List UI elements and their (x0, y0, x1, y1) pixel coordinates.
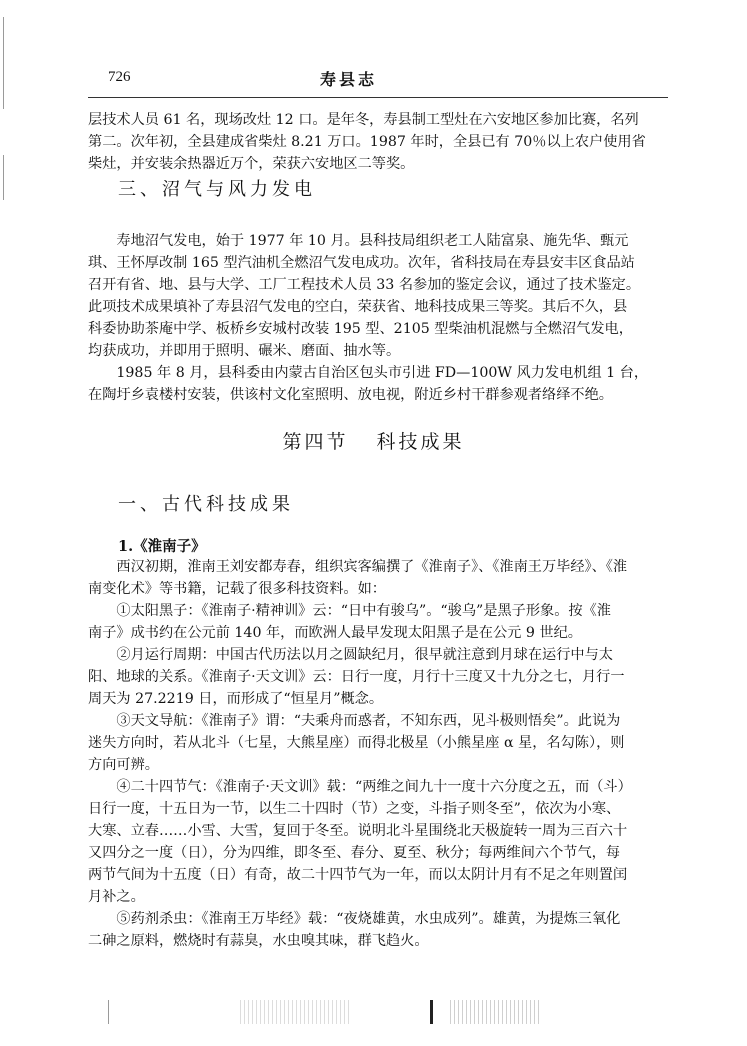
text-line: 两节气间为十五度（日）有奇，故二十四节气为一年，而以太阴计月有不足之年则置闰 (88, 867, 628, 883)
running-title: 寿县志 (320, 70, 378, 89)
scan-edge-line (3, 62, 4, 109)
text-line: 召开有省、地、县与大学、工厂工程技术人员 33 名参加的鉴定会议，通过了技术鉴定。 (88, 277, 641, 293)
scan-bottom-line (108, 1000, 109, 1024)
header-rule (88, 97, 668, 98)
intro-paragraph (88, 109, 670, 175)
scan-noise (240, 1000, 350, 1024)
huainanzi-body (88, 556, 670, 952)
text-line: 阳、地球的关系。《淮南子·天文训》云：日行一度，月行十三度又十九分之七，月行一 (88, 669, 625, 685)
text-line: 在陶圩乡袁楼村安装，供该村文化室照明、放电视，附近乡村干群参观者络绎不绝。 (88, 387, 613, 403)
section-title (0, 427, 747, 454)
section-heading-biogas-wind: 三、沼气与风力发电 (118, 179, 316, 200)
scan-edge-line (3, 17, 4, 62)
section-number: 第四节 (282, 431, 349, 453)
text-line: 寿地沼气发电，始于 1977 年 10 月。县科技局组织老工人陆富泉、施先华、甄元 (88, 233, 629, 249)
text-line: 迷失方向时，若从北斗（七星，大熊星座）而得北极星（小熊星座 α 星，名勾陈），则 (88, 735, 625, 751)
text-line: 又四分之一度（日），分为四维，即冬至、春分、夏至、秋分；每两维间六个节气，每 (88, 845, 621, 861)
subsection-heading-ancient: 一、古代科技成果 (118, 494, 294, 515)
text-line: 西汉初期，淮南王刘安都寿春，组织宾客编撰了《淮南子》、《淮南王万毕经》、《淮 (88, 559, 628, 575)
item-heading-huainanzi: 1.《淮南子》 (118, 538, 206, 555)
text-line: 层技术人员 61 名，现场改灶 12 口。是年冬，寿县制工型灶在六安地区参加比赛，名列 (88, 112, 639, 128)
page-number: 726 (108, 69, 131, 85)
text-line: 此项技术成果填补了寿县沼气发电的空白，荣获省、地科技成果三等奖。其后不久，县 (88, 299, 628, 315)
section-name: 科技成果 (376, 431, 465, 453)
text-line: 南子》成书约在公元前 140 年，而欧洲人最早发现太阳黑子是在公元 9 世纪。 (88, 625, 582, 641)
scan-bottom-line (430, 1000, 433, 1024)
text-line: ⑤药剂杀虫：《淮南王万毕经》载：“夜烧雄黄，水虫成列”。雄黄，为提炼三氧化 (88, 911, 621, 927)
text-line: 大寒、立春……小雪、大雪，复回于冬至。说明北斗星围绕北天极旋转一周为三百六十 (88, 823, 628, 839)
text-line: 二砷之原料，燃烧时有蒜臭，水虫嗅其味，群飞趋火。 (88, 933, 429, 949)
text-line: 周天为 27.2219 日，而形成了“恒星月”概念。 (88, 691, 384, 707)
text-line: ②月运行周期：中国古代历法以月之圆缺纪月，很早就注意到月球在运行中与太 (88, 647, 613, 663)
text-line: 柴灶，并安装余热器近万个，荣获六安地区二等奖。 (88, 156, 415, 172)
text-line: 日行一度，十五日为一节，以生二十四时（节）之变，斗指子则冬至”，依次为小寒、 (88, 801, 621, 817)
text-line: ③天文导航：《淮南子》谓：“夫乘舟而惑者，不知东西，见斗极则悟矣”。此说为 (88, 713, 621, 729)
text-line: ④二十四节气：《淮南子·天文训》载：“两维之间九十一度十六分度之五，而（斗） (88, 779, 632, 795)
text-line: 科委协助茶庵中学、板桥乡安城村改装 195 型、2105 型柴油机混燃与全燃沼气发电， (88, 321, 633, 337)
scan-noise (450, 1000, 540, 1024)
scan-edge-line (3, 155, 4, 200)
text-line: 1985 年 8 月，县科委由内蒙古自治区包头市引进 FD—100W 风力发电机组 1 台， (88, 365, 649, 381)
text-line: 均获成功，并即用于照明、碾米、磨面、抽水等。 (88, 343, 401, 359)
text-line: 月补之。 (88, 889, 145, 905)
text-line: 南变化术》等书籍，记载了很多科技资料。如： (88, 581, 386, 597)
biogas-paragraph (88, 230, 670, 406)
text-line: ①太阳黑子：《淮南子·精神训》云：“日中有骏乌”。“骏乌”是黑子形象。按《淮 (88, 603, 611, 619)
text-line: 第二。次年初，全县建成省柴灶 8.21 万口。1987 年时，全县已有 70％以上农户使用省 (88, 134, 646, 150)
text-line: 方向可辨。 (88, 757, 159, 773)
text-line: 琪、王怀厚改制 165 型汽油机全燃沼气发电成功。次年，省科技局在寿县安丰区食品站 (88, 255, 635, 271)
